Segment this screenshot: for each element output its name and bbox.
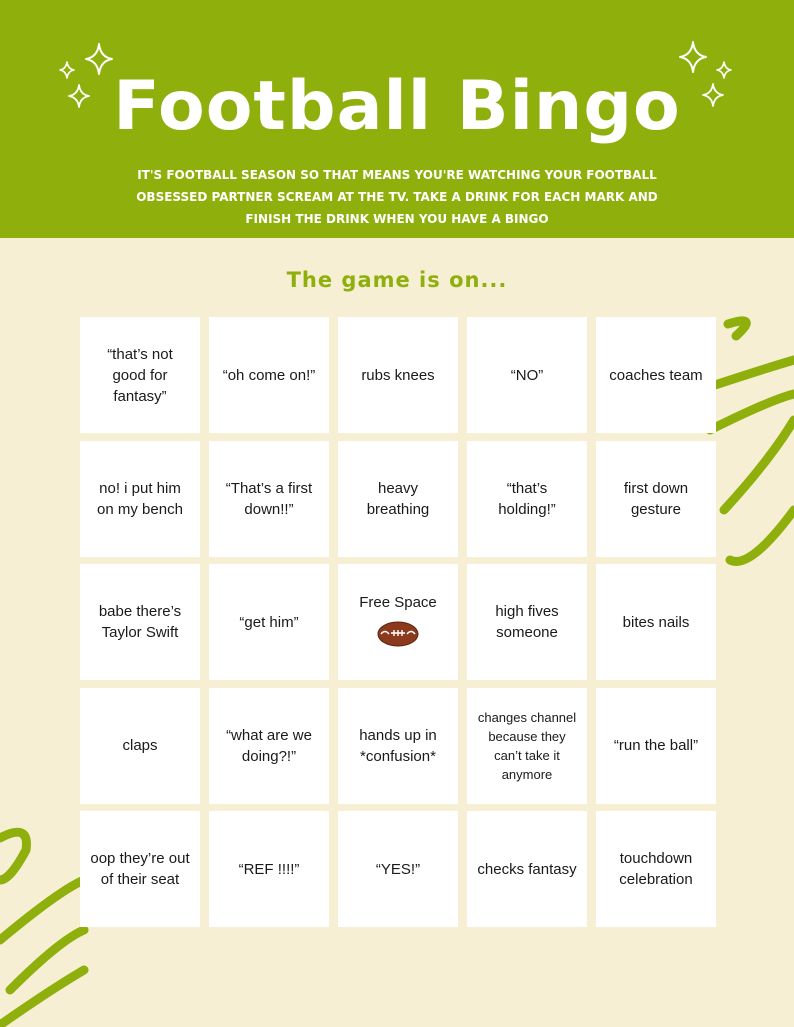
bingo-cell[interactable] [338,441,458,557]
bingo-cell[interactable] [209,317,329,433]
football-icon [377,621,419,653]
sparkle-icon [68,84,90,108]
bingo-cell[interactable] [596,564,716,680]
bingo-cell[interactable] [596,441,716,557]
bingo-cell-text: no! i put him on my bench [97,479,183,518]
sparkle-icon [59,61,75,79]
tagline: The game is on... [286,268,508,292]
page-title: Football Bingo [113,67,681,146]
bingo-cell[interactable] [80,564,200,680]
bingo-cell-text: changes channel because they can’t take it anymore [477,709,577,782]
bingo-cell-text: rubs knees [361,366,435,384]
bingo-cell-text: hands up in *confusion* [359,726,437,765]
bingo-cell-text: babe there’s Taylor Swift [98,603,182,641]
bingo-cell[interactable] [596,317,716,433]
bingo-cell[interactable] [209,688,329,804]
bingo-cell-text: “oh come on!” [222,366,316,384]
bingo-cell[interactable] [596,688,716,804]
bingo-cell[interactable] [209,441,329,557]
bingo-cell-text: bites nails [622,613,690,631]
bingo-cell-text: coaches team [609,366,703,384]
bingo-cell-text: oop they’re out of their seat [90,850,190,888]
sparkle-icon [678,40,708,74]
bingo-cell-text: “that’s holding!” [498,479,556,518]
bingo-cell[interactable] [467,441,587,557]
bingo-cell[interactable] [80,317,200,433]
bingo-cell-text: “REF !!!!” [238,860,300,878]
bingo-cell-text: “YES!” [375,860,421,878]
bingo-cell[interactable] [596,811,716,927]
bingo-cell[interactable] [467,317,587,433]
bingo-cell-text: “what are we doing?!” [226,726,312,765]
bingo-cell[interactable] [467,811,587,927]
bingo-board [80,317,716,927]
bingo-cell[interactable] [338,688,458,804]
bingo-cell-text: checks fantasy [477,860,577,878]
bingo-cell[interactable] [80,688,200,804]
bingo-cell-text: claps [122,737,158,754]
bingo-cell-text: “run the ball” [613,737,699,754]
bingo-cell-text: “get him” [239,613,299,631]
bingo-cell-text: high fives someone [495,603,559,641]
bingo-cell-text: “NO” [510,366,544,384]
bingo-cell-text: heavy breathing [366,479,430,518]
bingo-cell[interactable] [467,564,587,680]
bingo-cell[interactable] [338,564,458,680]
bingo-cell-text: “that’s not good for fantasy” [107,345,173,405]
sparkle-icon [84,42,114,76]
bingo-cell[interactable] [209,811,329,927]
bingo-cell-text: first down gesture [623,479,689,518]
header-banner [0,0,794,238]
bingo-cell[interactable] [467,688,587,804]
bingo-cell-text: Free Space [359,593,437,611]
bingo-cell[interactable] [209,564,329,680]
bingo-cell[interactable] [80,441,200,557]
bingo-cell-text: touchdown celebration [619,850,693,888]
bingo-cell[interactable] [338,811,458,927]
sparkle-icon [716,61,732,79]
bingo-cell[interactable] [80,811,200,927]
bingo-cell-text: “That’s a first down!!” [225,479,313,518]
sparkle-icon [702,83,724,107]
page-subtitle: IT'S FOOTBALL SEASON SO THAT MEANS YOU'RE WATCHING YOUR FOOTBALL OBSESSED PARTNER SCREAM AT THE TV. TAKE A DRINK FOR EACH MARK AND FINISH THE DRINK WHEN YOU HAVE A BINGO [136,168,658,226]
bingo-cell[interactable] [338,317,458,433]
